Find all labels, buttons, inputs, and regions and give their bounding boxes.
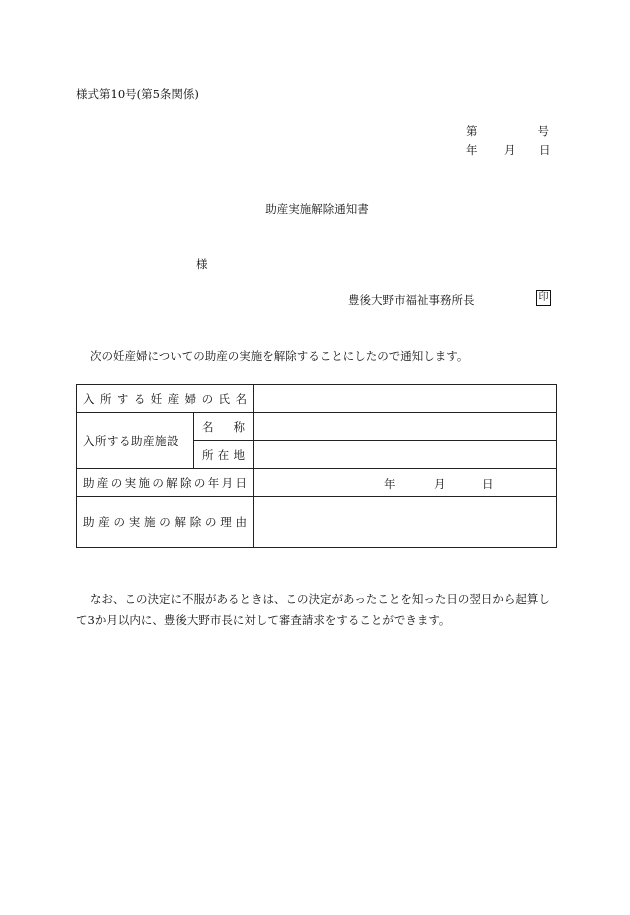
intro-text: 次の妊産婦についての助産の実施を解除することにしたので通知します。 [90, 349, 469, 363]
date-month: 月 [504, 143, 516, 157]
issuer-name: 豊後大野市福祉事務所長 [348, 293, 475, 307]
form-number: 様式第10号(第5条関係) [76, 87, 199, 101]
row-label-facility: 入所する助産施設 [77, 413, 194, 469]
facility-name-field[interactable] [254, 413, 557, 441]
info-table [76, 384, 557, 548]
release-date-field[interactable] [254, 469, 557, 497]
seal-mark: 印 [536, 290, 551, 306]
release-date-year: 年 [384, 477, 396, 491]
sublabel-name-char2: 称 [233, 419, 245, 434]
row-sublabel-facility-name [194, 413, 254, 441]
date-day: 日 [539, 143, 551, 157]
sublabel-name-char1: 名 [202, 419, 214, 434]
document-number-line [466, 123, 549, 139]
date-year: 年 [466, 143, 478, 157]
row-label-release-date: 助産の実施の解除の年月日 [77, 469, 254, 497]
table-row [77, 497, 557, 548]
row-sublabel-facility-address: 所在地 [194, 441, 254, 469]
row-label-release-reason: 助産の実施の解除の理由 [77, 497, 254, 548]
row-label-mother-name: 入所する妊産婦の氏名 [77, 385, 254, 413]
facility-address-field[interactable] [254, 441, 557, 469]
appeal-notice: なお、この決定に不服があるときは、この決定があったことを知った日の翌日から起算して3か月以内に、豊後大野市長に対して審査請求をすることができます。 [76, 592, 550, 627]
release-date-day: 日 [482, 477, 494, 491]
release-reason-field[interactable] [254, 497, 557, 548]
mother-name-field[interactable] [254, 385, 557, 413]
table-row [77, 469, 557, 497]
table-row [77, 413, 557, 441]
document-number-prefix: 第 [466, 124, 478, 138]
document-number-suffix: 号 [537, 124, 549, 138]
table-row [77, 385, 557, 413]
addressee-suffix: 様 [196, 257, 208, 271]
release-date-month: 月 [434, 477, 446, 491]
document-title: 助産実施解除通知書 [265, 202, 369, 216]
